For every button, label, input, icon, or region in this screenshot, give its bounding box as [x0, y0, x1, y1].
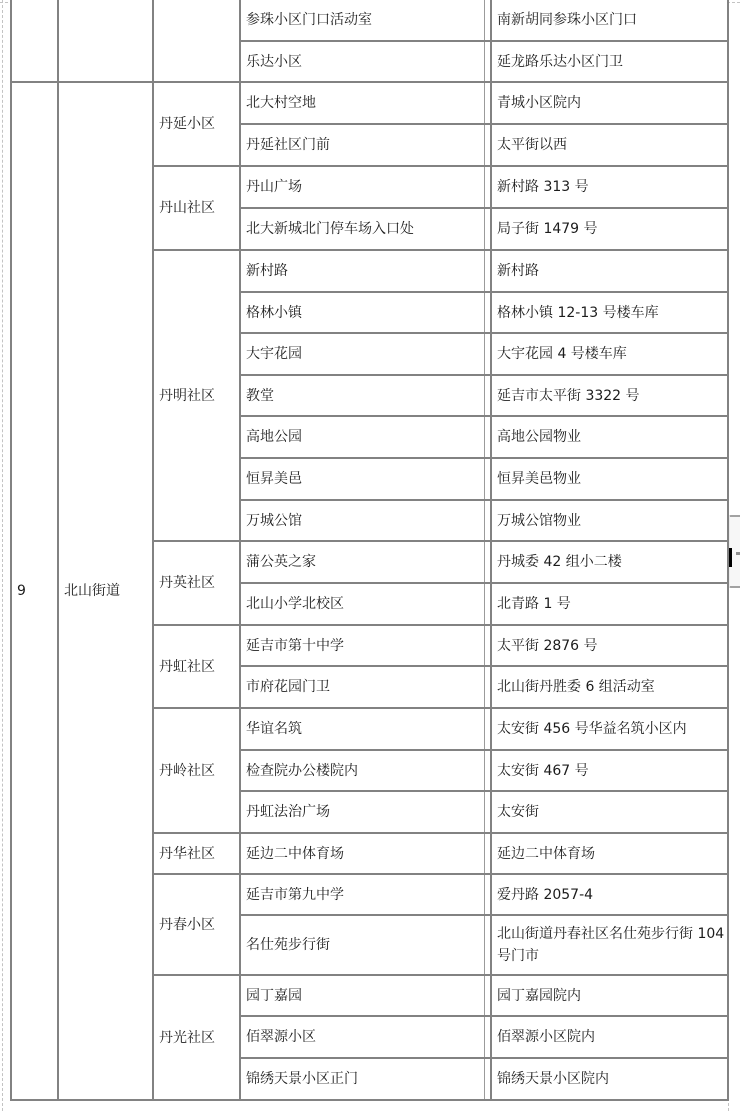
column-gap [484, 41, 491, 82]
column-gap [484, 1016, 491, 1058]
address-cell: 恒昇美邑物业 [491, 458, 728, 500]
location-cell: 格林小镇 [240, 292, 484, 333]
location-cell: 高地公园 [240, 416, 484, 458]
street-cell-empty [58, 0, 153, 82]
address-cell: 太安街 [491, 791, 728, 833]
address-cell: 丹城委 42 组小二楼 [491, 541, 728, 583]
location-cell: 园丁嘉园 [240, 975, 484, 1016]
column-gap [484, 0, 491, 41]
community-cell: 丹英社区 [153, 541, 240, 625]
column-gap [484, 333, 491, 375]
location-cell: 乐达小区 [240, 41, 484, 82]
number-cell-empty [11, 0, 58, 82]
column-gap [484, 458, 491, 500]
address-cell: 延吉市太平街 3322 号 [491, 375, 728, 416]
location-cell: 丹虹法治广场 [240, 791, 484, 833]
column-gap [484, 666, 491, 708]
location-cell: 锦绣天景小区正门 [240, 1058, 484, 1100]
location-cell: 丹延社区门前 [240, 124, 484, 166]
monitoring-points-table [10, 0, 729, 1101]
address-cell: 南新胡同参珠小区门口 [491, 0, 728, 41]
address-cell: 北青路 1 号 [491, 583, 728, 625]
column-gap [484, 375, 491, 416]
column-gap [484, 750, 491, 791]
address-cell: 青城小区院内 [491, 82, 728, 124]
location-cell: 名仕苑步行街 [240, 915, 484, 975]
street-cell: 北山街道 [58, 82, 153, 1100]
column-gap [484, 416, 491, 458]
scrollbar-panel [729, 515, 740, 588]
address-cell: 延龙路乐达小区门卫 [491, 41, 728, 82]
text-boundary-left [2, 0, 3, 1111]
address-cell: 太安街 467 号 [491, 750, 728, 791]
column-gap [484, 915, 491, 975]
community-cell: 丹明社区 [153, 250, 240, 541]
column-gap [484, 1058, 491, 1100]
table-row [11, 0, 728, 41]
location-cell: 市府花园门卫 [240, 666, 484, 708]
location-cell: 北大村空地 [240, 82, 484, 124]
address-cell: 园丁嘉园院内 [491, 975, 728, 1016]
location-cell: 佰翠源小区 [240, 1016, 484, 1058]
address-cell: 新村路 313 号 [491, 166, 728, 208]
address-cell: 新村路 [491, 250, 728, 292]
scrollbar-marker [736, 552, 740, 555]
address-cell: 爱丹路 2057-4 [491, 874, 728, 915]
community-cell: 丹虹社区 [153, 625, 240, 708]
column-gap [484, 874, 491, 915]
location-cell: 丹山广场 [240, 166, 484, 208]
column-gap [484, 500, 491, 541]
community-cell: 丹光社区 [153, 975, 240, 1100]
address-cell: 佰翠源小区院内 [491, 1016, 728, 1058]
address-cell: 高地公园物业 [491, 416, 728, 458]
community-cell-empty [153, 0, 240, 82]
column-gap [484, 975, 491, 1016]
column-gap [484, 208, 491, 250]
location-cell: 延吉市第十中学 [240, 625, 484, 666]
community-cell: 丹华社区 [153, 833, 240, 874]
location-cell: 延吉市第九中学 [240, 874, 484, 915]
address-cell: 北山街丹胜委 6 组活动室 [491, 666, 728, 708]
column-gap [484, 124, 491, 166]
column-gap [484, 833, 491, 874]
community-cell: 丹岭社区 [153, 708, 240, 833]
address-cell: 局子街 1479 号 [491, 208, 728, 250]
location-cell: 北山小学北校区 [240, 583, 484, 625]
location-cell: 恒昇美邑 [240, 458, 484, 500]
location-cell: 教堂 [240, 375, 484, 416]
address-cell: 格林小镇 12-13 号楼车库 [491, 292, 728, 333]
table-row [11, 82, 728, 124]
location-cell: 华谊名筑 [240, 708, 484, 750]
address-cell: 大宇花园 4 号楼车库 [491, 333, 728, 375]
location-cell: 参珠小区门口活动室 [240, 0, 484, 41]
column-gap [484, 708, 491, 750]
address-cell: 锦绣天景小区院内 [491, 1058, 728, 1100]
community-cell: 丹延小区 [153, 82, 240, 166]
column-gap [484, 791, 491, 833]
column-gap [484, 250, 491, 292]
location-cell: 新村路 [240, 250, 484, 292]
location-cell: 万城公馆 [240, 500, 484, 541]
column-gap [484, 541, 491, 583]
column-gap [484, 583, 491, 625]
location-cell: 检查院办公楼院内 [240, 750, 484, 791]
location-cell: 蒲公英之家 [240, 541, 484, 583]
community-cell: 丹春小区 [153, 874, 240, 975]
address-cell: 太平街 2876 号 [491, 625, 728, 666]
location-cell: 北大新城北门停车场入口处 [240, 208, 484, 250]
community-cell: 丹山社区 [153, 166, 240, 250]
location-cell: 延边二中体育场 [240, 833, 484, 874]
row-number-cell: 9 [11, 82, 58, 1100]
column-gap [484, 82, 491, 124]
scrollbar-thumb[interactable] [729, 548, 732, 567]
column-gap [484, 166, 491, 208]
address-cell: 万城公馆物业 [491, 500, 728, 541]
location-cell: 大宇花园 [240, 333, 484, 375]
address-cell: 北山街道丹春社区名仕苑步行街 104 号门市 [491, 915, 728, 975]
address-cell: 太平街以西 [491, 124, 728, 166]
address-cell: 太安街 456 号华益名筑小区内 [491, 708, 728, 750]
address-cell: 延边二中体育场 [491, 833, 728, 874]
column-gap [484, 292, 491, 333]
column-gap [484, 625, 491, 666]
